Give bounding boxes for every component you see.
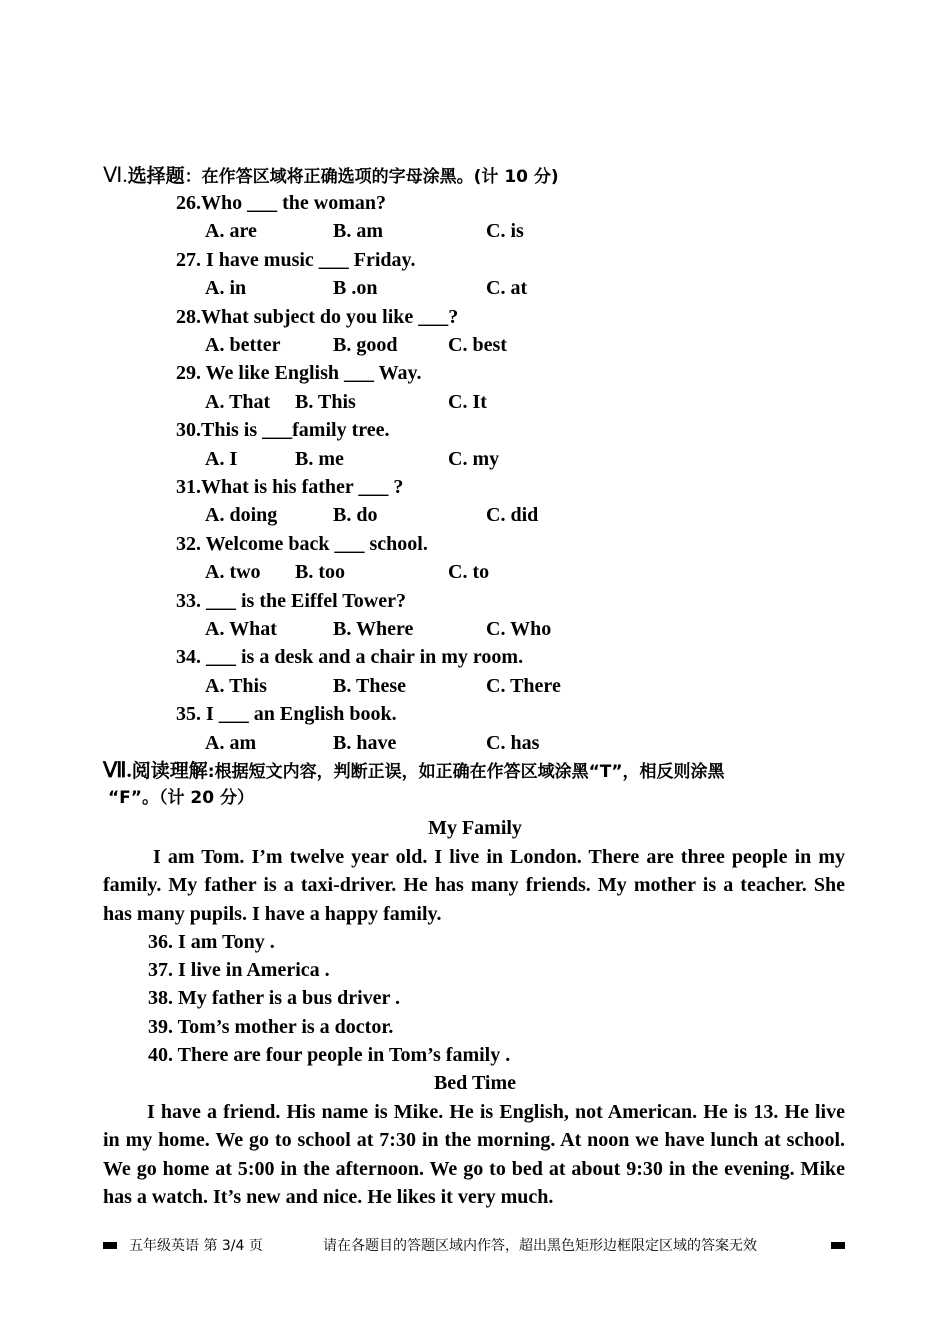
option-c: C. There	[486, 674, 561, 697]
option-c: C. Who	[486, 618, 552, 640]
option-c: C. did	[486, 504, 539, 527]
question-text: 30.This is ___family tree.	[176, 419, 390, 442]
option-b: B. Where	[333, 618, 414, 640]
option-c: C. my	[448, 447, 500, 470]
footer-page-info: 五年级英语 第 3/4 页	[129, 1238, 263, 1254]
option-a: A. What	[205, 618, 277, 640]
question-text: 35. I ___ an English book.	[176, 703, 397, 726]
option-a: A. That	[205, 390, 271, 413]
option-b: B. am	[333, 220, 383, 243]
passage-2-text: I have a friend. His name is Mike. He is English, not American. He is 13. He live in my home. We go to school at 7:30 in the morning. At noon we have lunch at school. We go home at 5:00 in the afternoon. We go to bed at about 9:30 in the evening. Mike has a watch. It’s new and nice. He likes it very much.	[103, 1101, 845, 1208]
section-6-instruction: 在作答区域将正确选项的字母涂黑。(计 10 分)	[201, 167, 559, 187]
question-text: 29. We like English ___ Way.	[176, 362, 422, 385]
section-6-colon: ：	[184, 167, 202, 187]
option-b: B. This	[295, 390, 356, 413]
statement-item: 36. I am Tony .	[148, 930, 275, 953]
question-text: 32. Welcome back ___ school.	[176, 532, 428, 555]
option-c: C. to	[448, 561, 490, 584]
option-b: B. too	[295, 561, 345, 584]
statement-item: 37. I live in America .	[148, 958, 330, 981]
statement-item: 39. Tom’s mother is a doctor.	[148, 1015, 394, 1038]
option-b: B. These	[333, 674, 406, 697]
option-a: A. doing	[205, 504, 278, 527]
footer-notice: 请在各题目的答题区域内作答，超出黑色矩形边框限定区域的答案无效	[323, 1238, 757, 1254]
section-7-instruction-cont: “F”。（计 20 分）	[108, 788, 254, 808]
option-a: A. am	[205, 731, 257, 754]
statement-item: 40. There are four people in Tom’s family .	[148, 1044, 511, 1067]
option-a: A. better	[205, 334, 281, 356]
section-7-title: 阅读理解	[131, 760, 208, 782]
option-c: C. It	[448, 390, 487, 413]
section-7-number: Ⅶ.	[103, 758, 132, 782]
section-6-title: 选择题	[127, 165, 185, 187]
section-7-heading	[103, 757, 725, 785]
question-text: 28.What subject do you like ___?	[176, 305, 459, 328]
section-6-heading	[103, 162, 559, 190]
option-a: A. This	[205, 674, 267, 697]
question-text: 27. I have music ___ Friday.	[176, 248, 416, 271]
question-text: 33. ___ is the Eiffel Tower?	[176, 589, 406, 612]
passage-1-text: I am Tom. I’m twelve year old. I live in London. There are three people in my family. My father is a taxi-driver. He has many friends. My mother is a teacher. She has many pupils. I have a happy family.	[103, 846, 845, 925]
option-b: B. do	[333, 504, 378, 527]
section-7-instruction: :根据短文内容，判断正误，如正确在作答区域涂黑“T”，相反则涂黑	[207, 762, 725, 782]
option-b: B .on	[333, 277, 378, 300]
footer-left-marker	[103, 1242, 117, 1249]
option-b: B. me	[295, 447, 344, 470]
option-c: C. is	[486, 220, 524, 243]
section-6-number: Ⅵ.	[103, 163, 128, 187]
question-text: 31.What is his father ___ ?	[176, 476, 404, 498]
question-text: 34. ___ is a desk and a chair in my room.	[176, 646, 524, 669]
option-b: B. have	[333, 731, 397, 754]
question-text: 26.Who ___ the woman?	[176, 192, 387, 214]
passage-2-title: Bed Time	[433, 1072, 517, 1094]
statement-item: 38. My father is a bus driver .	[148, 987, 401, 1010]
option-a: A. I	[205, 447, 238, 470]
footer-right-marker	[831, 1242, 845, 1249]
option-a: A. are	[205, 220, 257, 243]
page-footer	[103, 1234, 847, 1256]
option-b: B. good	[333, 334, 398, 356]
option-a: A. in	[205, 277, 247, 300]
option-c: C. best	[448, 334, 507, 356]
passage-1-title: My Family	[428, 817, 522, 839]
option-c: C. at	[486, 277, 528, 300]
option-c: C. has	[486, 731, 540, 754]
option-a: A. two	[205, 561, 261, 584]
